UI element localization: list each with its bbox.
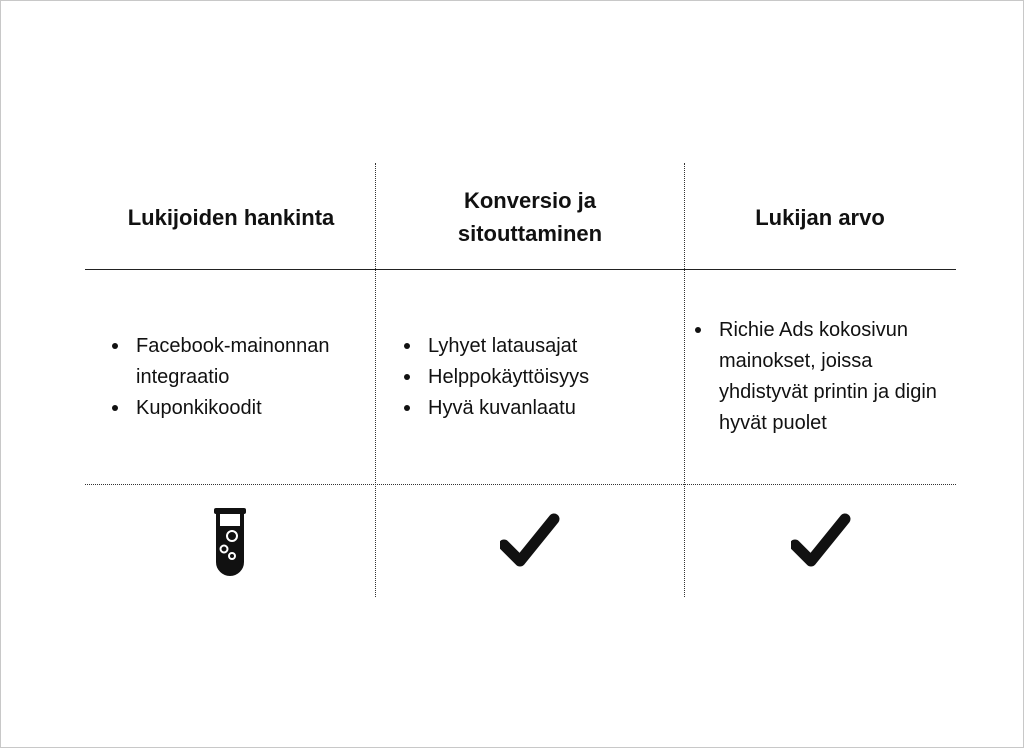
list-item: Richie Ads kokosivun mainokset, joissa yhdistyvät printin ja digin hyvät puolet xyxy=(691,315,953,439)
test-tube-icon xyxy=(210,506,250,576)
column-header-lukijan-arvo xyxy=(701,171,939,263)
list-item: Facebook-mainonnan integraatio xyxy=(108,331,370,393)
checkmark-icon xyxy=(791,513,851,569)
list-item: Helppokäyttöisyys xyxy=(400,362,589,393)
row-divider xyxy=(85,484,956,485)
bullet-list xyxy=(108,331,370,424)
column-header-lukijoiden-hankinta xyxy=(91,171,371,263)
bullet-list xyxy=(691,315,953,439)
status-cell-1 xyxy=(85,491,375,591)
status-cell-3 xyxy=(685,491,956,591)
list-item: Lyhyet latausajat xyxy=(400,331,589,362)
column-content-1 xyxy=(108,276,370,478)
column-header-label: Lukijoiden hankinta xyxy=(127,204,335,230)
checkmark-icon xyxy=(500,513,560,569)
column-content-2 xyxy=(400,276,670,478)
column-header-label: Konversio ja sitouttaminen xyxy=(457,188,603,246)
list-item: Hyvä kuvanlaatu xyxy=(400,393,589,424)
column-header-label: Lukijan arvo xyxy=(755,204,885,230)
column-header-konversio xyxy=(411,171,649,263)
column-content-3 xyxy=(691,276,953,478)
list-item: Kuponkikoodit xyxy=(108,393,370,424)
header-divider xyxy=(85,269,956,270)
status-cell-2 xyxy=(376,491,684,591)
bullet-list xyxy=(400,331,589,424)
